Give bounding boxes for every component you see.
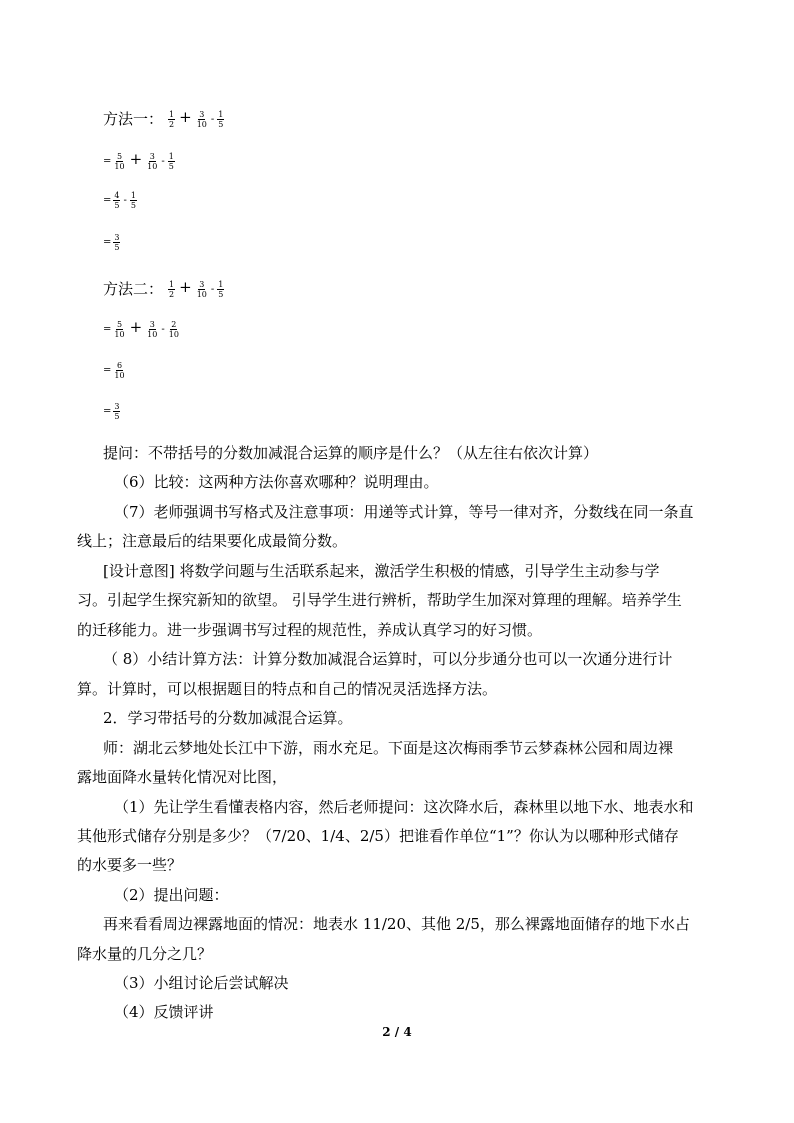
equals-sign: = bbox=[103, 236, 112, 248]
fraction bbox=[130, 191, 137, 210]
minus-sign: - bbox=[161, 323, 165, 335]
fraction-denominator: 5 bbox=[114, 242, 120, 252]
fraction-denominator: 2 bbox=[169, 289, 175, 299]
fraction-numerator: 1 bbox=[218, 279, 224, 289]
fraction-denominator: 10 bbox=[114, 161, 125, 171]
item-3: （3）小组讨论后尝试解决 bbox=[114, 974, 289, 992]
fraction bbox=[168, 110, 175, 129]
fraction-numerator: 5 bbox=[116, 151, 123, 161]
fraction-denominator: 10 bbox=[168, 329, 179, 339]
page-number: 2 / 4 bbox=[382, 1025, 412, 1039]
fraction bbox=[113, 152, 125, 171]
fraction-denominator: 10 bbox=[196, 119, 207, 129]
method2-line-4 bbox=[103, 395, 121, 427]
fraction-denominator: 5 bbox=[218, 289, 224, 299]
fraction bbox=[113, 402, 120, 421]
question-order: 提问：不带括号的分数加减混合运算的顺序是什么？（从左往右依次计算） bbox=[103, 444, 599, 462]
method2-line-2 bbox=[103, 312, 181, 344]
plus-sign: + bbox=[129, 149, 143, 168]
item-8-line-1: （ 8）小结计算方法：计算分数加减混合运算时，可以分步通分也可以一次通分进行计 bbox=[103, 650, 673, 668]
equals-sign: = bbox=[103, 155, 112, 167]
method2-expr-3 bbox=[103, 361, 127, 380]
fraction bbox=[217, 110, 224, 129]
again-line-2: 降水量的几分之几？ bbox=[77, 945, 213, 963]
method2-expr-4 bbox=[103, 402, 121, 421]
method2-line-1 bbox=[103, 272, 225, 304]
fraction-denominator: 5 bbox=[168, 161, 174, 171]
fraction bbox=[168, 320, 180, 339]
fraction bbox=[168, 280, 175, 299]
fraction-numerator: 6 bbox=[116, 360, 123, 370]
fraction-denominator: 5 bbox=[114, 200, 120, 210]
fraction bbox=[113, 320, 125, 339]
fraction-denominator: 5 bbox=[218, 119, 224, 129]
equals-sign: = bbox=[103, 323, 112, 335]
fraction bbox=[168, 152, 175, 171]
fraction-denominator: 2 bbox=[169, 119, 175, 129]
method2-line-3 bbox=[103, 354, 127, 386]
method1-expr-4 bbox=[103, 233, 121, 252]
minus-sign: - bbox=[161, 155, 165, 167]
fraction-numerator: 3 bbox=[149, 319, 155, 329]
method1-line-3 bbox=[103, 184, 138, 216]
fraction-denominator: 10 bbox=[196, 289, 207, 299]
fraction-numerator: 3 bbox=[114, 401, 120, 411]
fraction bbox=[196, 280, 208, 299]
method1-expr-2 bbox=[103, 150, 176, 171]
method1-line-1 bbox=[103, 102, 225, 134]
method2-expr-1 bbox=[167, 278, 225, 299]
method2-expr-2 bbox=[103, 318, 181, 339]
plus-sign: + bbox=[129, 317, 143, 336]
fraction bbox=[146, 152, 158, 171]
fraction-numerator: 3 bbox=[114, 232, 120, 242]
fraction-denominator: 10 bbox=[114, 329, 125, 339]
item-8-line-2: 算。计算时，可以根据题目的特点和自己的情况灵活选择方法。 bbox=[77, 680, 498, 698]
item-7-line-2: 线上；注意最后的结果要化成最简分数。 bbox=[77, 532, 348, 550]
fraction bbox=[113, 191, 120, 210]
fraction bbox=[217, 280, 224, 299]
fraction-numerator: 3 bbox=[149, 151, 155, 161]
section-2-heading: 2．学习带括号的分数加减混合运算。 bbox=[103, 709, 353, 727]
design-intent-line-1: [设计意图] 将数学问题与生活联系起来，激活学生积极的情感，引导学生主动参与学 bbox=[103, 562, 660, 580]
item-1-line-3: 的水要多一些？ bbox=[77, 856, 183, 874]
equals-sign: = bbox=[103, 194, 112, 206]
fraction-numerator: 1 bbox=[130, 190, 136, 200]
fraction-numerator: 1 bbox=[168, 151, 174, 161]
method1-line-2 bbox=[103, 144, 176, 176]
item-7-line-1: （7）老师强调书写格式及注意事项：用递等式计算，等号一律对齐，分数线在同一条直 bbox=[114, 503, 694, 521]
plus-sign: + bbox=[179, 107, 192, 126]
minus-sign: - bbox=[123, 194, 127, 206]
plus-sign: + bbox=[179, 277, 192, 296]
design-intent-line-2: 习。引起学生探究新知的欲望。 引导学生进行辨析，帮助学生加深对算理的理解。培养学生 bbox=[77, 591, 682, 609]
fraction-denominator: 10 bbox=[114, 370, 125, 380]
equals-sign: = bbox=[103, 405, 112, 417]
fraction bbox=[146, 320, 158, 339]
minus-sign: - bbox=[210, 283, 215, 295]
fraction bbox=[113, 361, 125, 380]
item-1-line-2: 其他形式储存分别是多少？（7/20、1/4、2/5）把谁看作单位“1”？你认为以哪种形式储存 bbox=[77, 827, 679, 845]
fraction-numerator: 4 bbox=[114, 190, 120, 200]
fraction-denominator: 5 bbox=[114, 411, 120, 421]
fraction bbox=[113, 233, 120, 252]
minus-sign: - bbox=[210, 113, 215, 125]
fraction-numerator: 1 bbox=[169, 279, 175, 289]
fraction-numerator: 1 bbox=[218, 109, 224, 119]
equals-sign: = bbox=[103, 364, 112, 376]
fraction-numerator: 5 bbox=[116, 319, 123, 329]
fraction bbox=[196, 110, 208, 129]
fraction-numerator: 2 bbox=[171, 319, 177, 329]
fraction-numerator: 3 bbox=[199, 279, 205, 289]
fraction-denominator: 5 bbox=[130, 200, 136, 210]
item-1-line-1: （1）先让学生看懂表格内容，然后老师提问：这次降水后，森林里以地下水、地表水和 bbox=[114, 798, 694, 816]
method1-expr-1 bbox=[167, 108, 225, 129]
fraction-denominator: 10 bbox=[147, 161, 158, 171]
fraction-denominator: 10 bbox=[147, 329, 158, 339]
fraction-numerator: 3 bbox=[199, 109, 205, 119]
method2-label: 方法二： bbox=[103, 279, 164, 298]
teacher-line-2: 露地面降水量转化情况对比图， bbox=[77, 768, 288, 786]
fraction-numerator: 1 bbox=[169, 109, 175, 119]
again-line-1: 再来看看周边裸露地面的情况：地表水 11/20、其他 2/5，那么裸露地面储存的地下水占 bbox=[103, 915, 690, 933]
teacher-line-1: 师：湖北云梦地处长江中下游，雨水充足。下面是这次梅雨季节云梦森林公园和周边裸 bbox=[103, 739, 674, 757]
design-intent-line-3: 的迁移能力。进一步强调书写过程的规范性，养成认真学习的好习惯。 bbox=[77, 621, 543, 639]
item-4: （4）反馈评讲 bbox=[114, 1003, 214, 1021]
method1-line-4 bbox=[103, 226, 121, 258]
method1-label: 方法一： bbox=[103, 109, 164, 128]
item-6-compare: （6）比较：这两种方法你喜欢哪种？说明理由。 bbox=[114, 473, 439, 491]
item-2: （2）提出问题： bbox=[114, 886, 229, 904]
method1-expr-3 bbox=[103, 191, 138, 210]
